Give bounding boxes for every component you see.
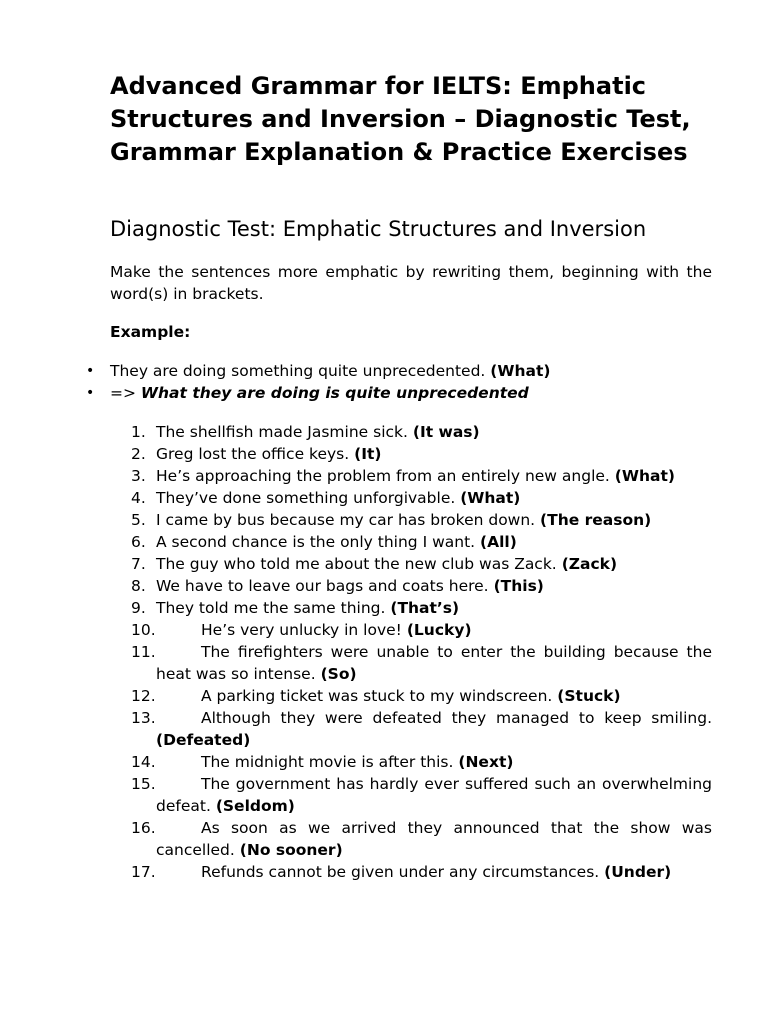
example-cue: (What) xyxy=(490,362,551,380)
exercise-cue: (All) xyxy=(480,533,517,551)
exercise-sentence: Although they were defeated they managed to keep smiling. xyxy=(201,709,712,727)
exercise-sentence: A parking ticket was stuck to my windscreen. xyxy=(201,687,553,705)
exercise-number: 16. xyxy=(131,819,156,837)
exercise-number: 12. xyxy=(131,687,156,705)
exercise-item xyxy=(0,773,712,817)
exercise-sentence: They told me the same thing. xyxy=(156,599,386,617)
document-title: Advanced Grammar for IELTS: Emphatic Structures and Inversion – Diagnostic Test, Grammar Explanation & Practice Exercises xyxy=(110,72,691,166)
exercise-cue: (Seldom) xyxy=(215,797,295,815)
exercise-sentence: The government has hardly ever suffered such an overwhelming defeat. xyxy=(156,775,712,815)
exercise-number: 8. xyxy=(131,577,146,595)
exercise-cue: (No sooner) xyxy=(239,841,343,859)
exercise-cue: (It) xyxy=(354,445,382,463)
exercise-cue: (Lucky) xyxy=(406,621,472,639)
exercise-cue: (It was) xyxy=(412,423,480,441)
exercise-sentence: As soon as we arrived they announced that the show was cancelled. xyxy=(156,819,712,859)
exercise-cue: (What) xyxy=(460,489,521,507)
exercise-number: 10. xyxy=(131,621,156,639)
exercise-item xyxy=(0,487,712,509)
exercise-item xyxy=(0,421,712,443)
exercise-sentence: They’ve done something unforgivable. xyxy=(156,489,456,507)
exercise-cue: (Defeated) xyxy=(156,731,251,749)
example-sentence-item xyxy=(0,360,768,382)
exercise-item xyxy=(0,575,712,597)
bullet-icon: • xyxy=(86,363,95,379)
exercise-number: 7. xyxy=(131,555,146,573)
exercise-cue: (Zack) xyxy=(561,555,618,573)
exercise-number: 14. xyxy=(131,753,156,771)
exercise-cue: (Under) xyxy=(604,863,672,881)
exercise-item xyxy=(0,509,712,531)
exercise-item xyxy=(0,707,712,751)
exercise-sentence: I came by bus because my car has broken down. xyxy=(156,511,536,529)
exercise-sentence: A second chance is the only thing I want. xyxy=(156,533,476,551)
exercise-item xyxy=(0,443,712,465)
example-answer: What they are doing is quite unprecedented xyxy=(140,384,529,402)
exercise-number: 1. xyxy=(131,423,146,441)
exercise-number: 3. xyxy=(131,467,146,485)
exercise-number: 17. xyxy=(131,863,156,881)
exercise-item xyxy=(0,861,712,883)
exercise-number: 9. xyxy=(131,599,146,617)
exercise-cue: (That’s) xyxy=(390,599,460,617)
exercise-item xyxy=(0,553,712,575)
exercise-cue: (Next) xyxy=(458,753,514,771)
exercise-sentence: He’s very unlucky in love! xyxy=(201,621,402,639)
exercise-item xyxy=(0,751,712,773)
exercise-number: 11. xyxy=(131,643,156,661)
exercise-number: 2. xyxy=(131,445,146,463)
exercise-number: 4. xyxy=(131,489,146,507)
exercise-cue: (What) xyxy=(614,467,675,485)
exercise-sentence: The guy who told me about the new club was Zack. xyxy=(156,555,557,573)
exercise-list xyxy=(0,421,768,883)
exercise-item xyxy=(0,465,712,487)
example-label: Example: xyxy=(110,323,191,341)
exercise-item xyxy=(0,817,712,861)
exercise-cue: (This) xyxy=(493,577,544,595)
exercise-sentence: Greg lost the office keys. xyxy=(156,445,350,463)
exercise-number: 5. xyxy=(131,511,146,529)
exercise-number: 13. xyxy=(131,709,156,727)
exercise-item xyxy=(0,531,712,553)
exercise-sentence: The shellfish made Jasmine sick. xyxy=(156,423,408,441)
exercise-sentence: The midnight movie is after this. xyxy=(201,753,454,771)
example-list xyxy=(0,360,768,404)
exercise-item xyxy=(0,619,712,641)
example-sentence: They are doing something quite unprecedented. xyxy=(110,362,486,380)
exercise-number: 6. xyxy=(131,533,146,551)
exercise-item xyxy=(0,597,712,619)
exercise-sentence: Refunds cannot be given under any circumstances. xyxy=(201,863,600,881)
bullet-icon: • xyxy=(86,385,95,401)
exercise-cue: (Stuck) xyxy=(557,687,621,705)
exercise-cue: (So) xyxy=(320,665,357,683)
exercise-sentence: The firefighters were unable to enter the building because the heat was so intense. xyxy=(156,643,712,683)
arrow-icon: => xyxy=(110,384,136,402)
exercise-number: 15. xyxy=(131,775,156,793)
exercise-item xyxy=(0,685,712,707)
example-answer-item xyxy=(0,382,768,404)
exercise-cue: (The reason) xyxy=(540,511,652,529)
exercise-sentence: He’s approaching the problem from an entirely new angle. xyxy=(156,467,610,485)
exercise-item xyxy=(0,641,712,685)
instructions-text: Make the sentences more emphatic by rewriting them, beginning with the word(s) in brackets. xyxy=(110,263,712,303)
exercise-sentence: We have to leave our bags and coats here. xyxy=(156,577,489,595)
section-heading: Diagnostic Test: Emphatic Structures and Inversion xyxy=(110,217,647,241)
